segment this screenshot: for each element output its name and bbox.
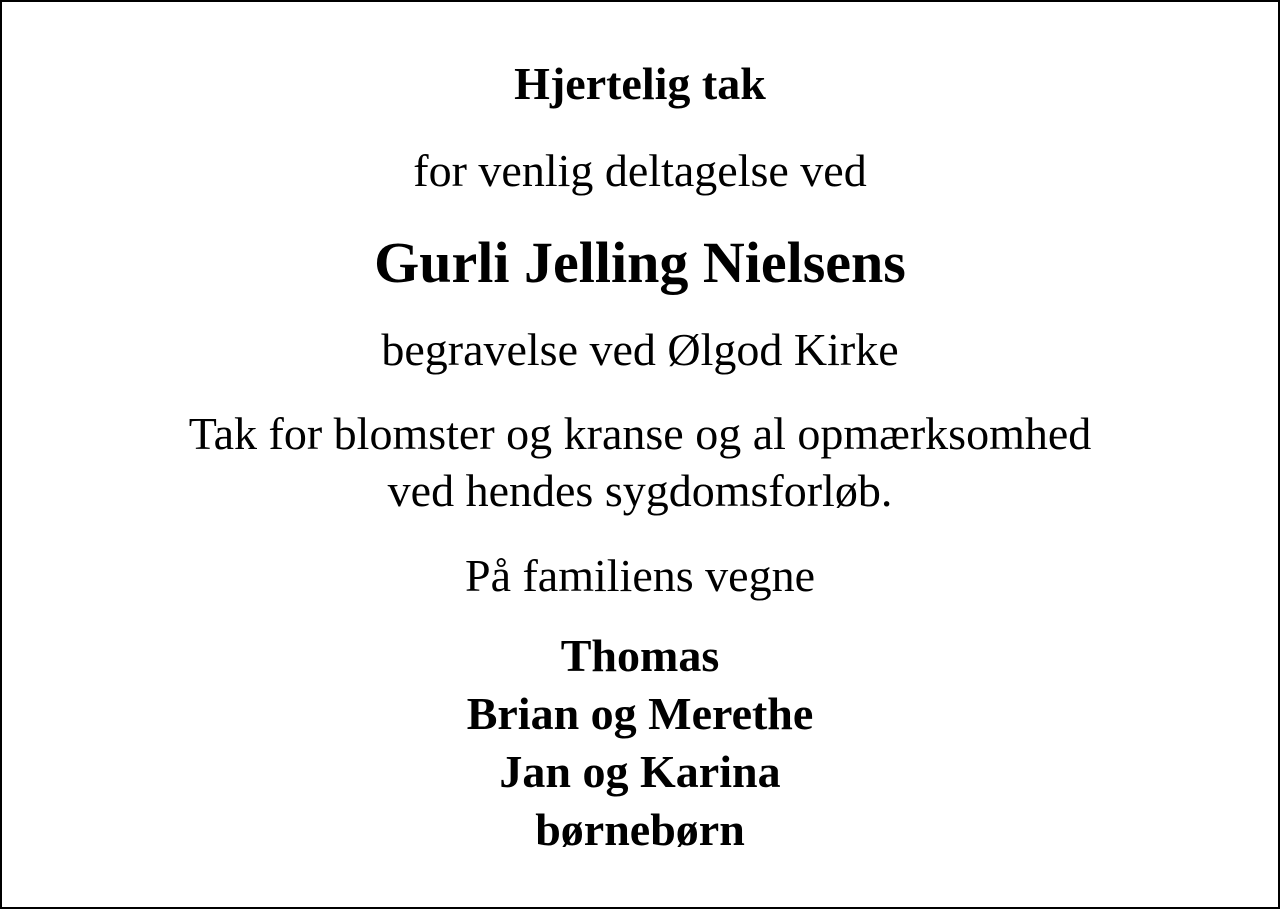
deceased-name: Gurli Jelling Nielsens — [374, 230, 906, 295]
family-behalf: På familiens vegne — [464, 550, 815, 601]
thanks-line-2: ved hendes sygdomsforløb. — [387, 465, 893, 516]
notice-intro: for venlig deltagelse ved — [413, 145, 867, 196]
signer-name: Thomas — [560, 630, 720, 681]
signer-name: børnebørn — [535, 804, 745, 855]
signer-name: Jan og Karina — [499, 746, 781, 797]
signer-name: Brian og Merethe — [466, 688, 814, 739]
funeral-location: begravelse ved Ølgod Kirke — [381, 324, 899, 375]
thanks-line-1: Tak for blomster og kranse og al opmærksomhed — [188, 408, 1092, 459]
thanks-message — [2, 405, 1278, 519]
notice-heading: Hjertelig tak — [514, 58, 766, 109]
signers-list — [2, 627, 1278, 859]
